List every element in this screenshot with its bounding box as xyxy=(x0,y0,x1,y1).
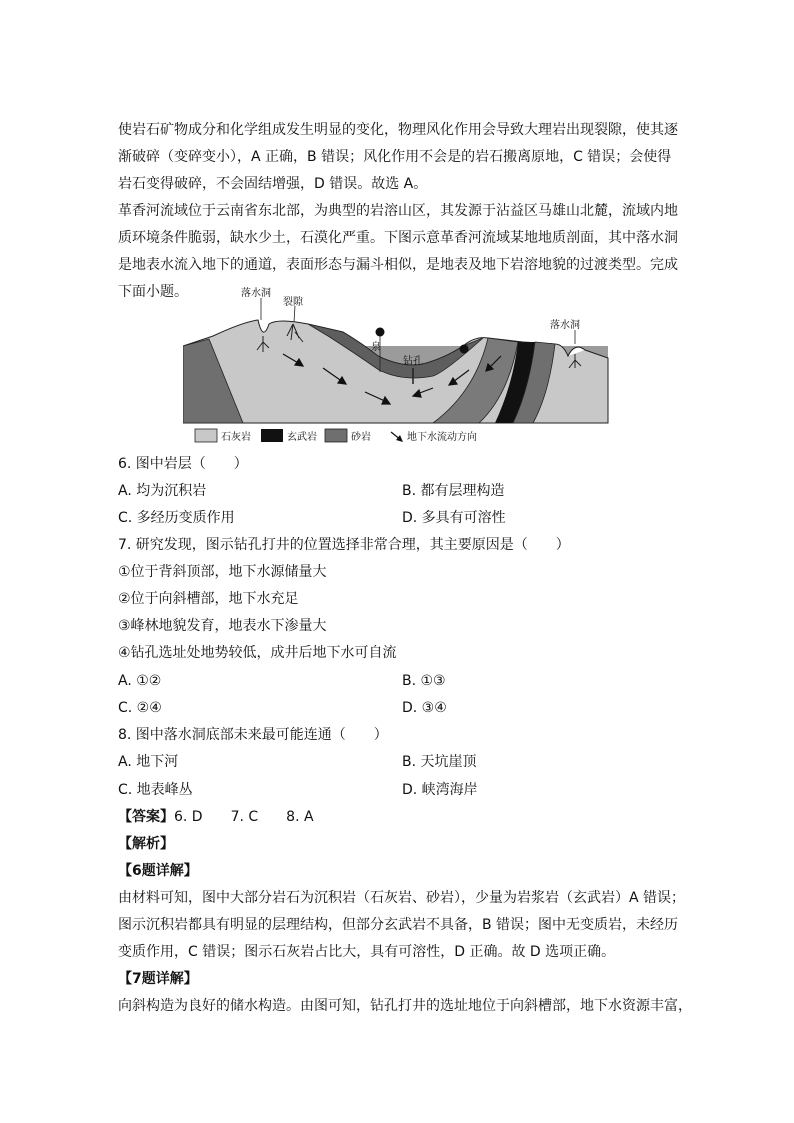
label-spring: 泉 xyxy=(371,342,381,353)
label-sinkhole-right: 落水洞 xyxy=(550,320,580,331)
analysis-label: 【解析】 xyxy=(118,836,174,852)
q7-option-b[interactable]: B. ①③ xyxy=(402,673,446,689)
q6-detail-line: 变质作用，C 错误；图示石灰岩占比大，具有可溶性，D 正确。故 D 选项正确。 xyxy=(118,944,616,960)
legend-sandstone-label: 砂岩 xyxy=(351,432,371,443)
q6-options-row-2 xyxy=(118,508,678,528)
intro-line: 革香河流域位于云南省东北部，为典型的岩溶山区，其发源于沾益区马雄山北麓，流域内地 xyxy=(118,203,678,219)
q8-option-b[interactable]: B. 天坑崖顶 xyxy=(402,754,477,770)
q7-statement-3: ③峰林地貌发育，地表水下渗量大 xyxy=(118,618,327,634)
q8-stem: 8. 图中落水洞底部未来最可能连通（ ） xyxy=(118,727,388,743)
intro-line: 使岩石矿物成分和化学组成发生明显的变化，物理风化作用会导致大理岩出现裂隙，使其逐 xyxy=(118,122,678,138)
answer-line xyxy=(118,807,678,827)
legend-limestone-swatch xyxy=(195,429,217,442)
q8-option-c[interactable]: C. 地表峰丛 xyxy=(118,782,193,798)
label-borehole: 钻孔 xyxy=(403,356,423,367)
q6-options-row-1 xyxy=(118,481,678,501)
q7-statement-2: ②位于向斜槽部，地下水充足 xyxy=(118,591,299,607)
q8-options-row-2 xyxy=(118,780,678,800)
q6-detail-line: 图示沉积岩都具有明显的层理结构，但部分玄武岩不具备，B 错误；图中无变质岩，未经历 xyxy=(118,917,679,933)
q6-option-a[interactable]: A. 均为沉积岩 xyxy=(118,483,207,499)
fissure-leader xyxy=(294,306,295,322)
label-fissure: 裂隙 xyxy=(283,297,303,308)
q7-option-a[interactable]: A. ①② xyxy=(118,673,162,689)
legend-basalt-label: 玄武岩 xyxy=(287,432,317,443)
q7-detail-label: 【7题详解】 xyxy=(118,971,198,987)
intro-line: 下面小题。 xyxy=(118,284,188,300)
q6-option-b[interactable]: B. 都有层理构造 xyxy=(402,483,505,499)
cross-section-svg xyxy=(183,284,623,452)
q7-stem: 7. 研究发现，图示钻孔打井的位置选择非常合理，其主要原因是（ ） xyxy=(118,537,570,553)
q8-options-row-1 xyxy=(118,752,678,772)
q6-detail-line: 由材料可知，图中大部分岩石为沉积岩（石灰岩、砂岩），少量为岩浆岩（玄武岩）A 错误； xyxy=(118,890,686,906)
q7-option-d[interactable]: D. ③④ xyxy=(402,700,447,716)
q7-options-row-1 xyxy=(118,671,678,691)
spring-point xyxy=(376,328,385,337)
q8-option-d[interactable]: D. 峡湾海岸 xyxy=(402,782,478,798)
legend-limestone-label: 石灰岩 xyxy=(221,432,251,443)
intro-line: 是地表水流入地下的通道，表面形态与漏斗相似，是地表及地下岩溶地貌的过渡类型。完成 xyxy=(118,257,678,273)
spring-point-right xyxy=(460,345,469,354)
legend-sandstone-swatch xyxy=(325,429,347,442)
intro-line: 渐破碎（变碎变小），A 正确，B 错误；风化作用不会是的岩石搬离原地，C 错误；会使得 xyxy=(118,149,672,165)
legend-basalt-swatch xyxy=(261,429,283,442)
answer-label: 【答案】 xyxy=(118,809,174,825)
intro-line: 质环境条件脆弱，缺水少土，石漠化严重。下图示意革香河流域某地地质剖面，其中落水洞 xyxy=(118,230,678,246)
q7-option-c[interactable]: C. ②④ xyxy=(118,700,162,716)
q7-options-row-2 xyxy=(118,698,678,718)
legend-flow-arrow-head xyxy=(396,435,403,442)
intro-line: 岩石变得破碎，不会固结增强，D 错误。故选 A。 xyxy=(118,176,428,192)
q6-option-c[interactable]: C. 多经历变质作用 xyxy=(118,510,235,526)
q6-option-d[interactable]: D. 多具有可溶性 xyxy=(402,510,506,526)
answer-values: 6. D 7. C 8. A xyxy=(174,809,314,825)
q8-option-a[interactable]: A. 地下河 xyxy=(118,754,179,770)
q7-detail-line: 向斜构造为良好的储水构造。由图可知，钻孔打井的选址地位于向斜槽部，地下水资源丰富， xyxy=(118,998,692,1014)
q6-detail-label: 【6题详解】 xyxy=(118,863,198,879)
q7-statement-1: ①位于背斜顶部，地下水源储量大 xyxy=(118,564,327,580)
q6-stem: 6. 图中岩层（ ） xyxy=(118,456,248,472)
legend-flow-label: 地下水流动方向 xyxy=(407,432,477,443)
geologic-cross-section-figure xyxy=(183,284,623,452)
q7-statement-4: ④钻孔选址处地势较低，成井后地下水可自流 xyxy=(118,645,397,661)
label-sinkhole-left: 落水洞 xyxy=(241,288,271,299)
